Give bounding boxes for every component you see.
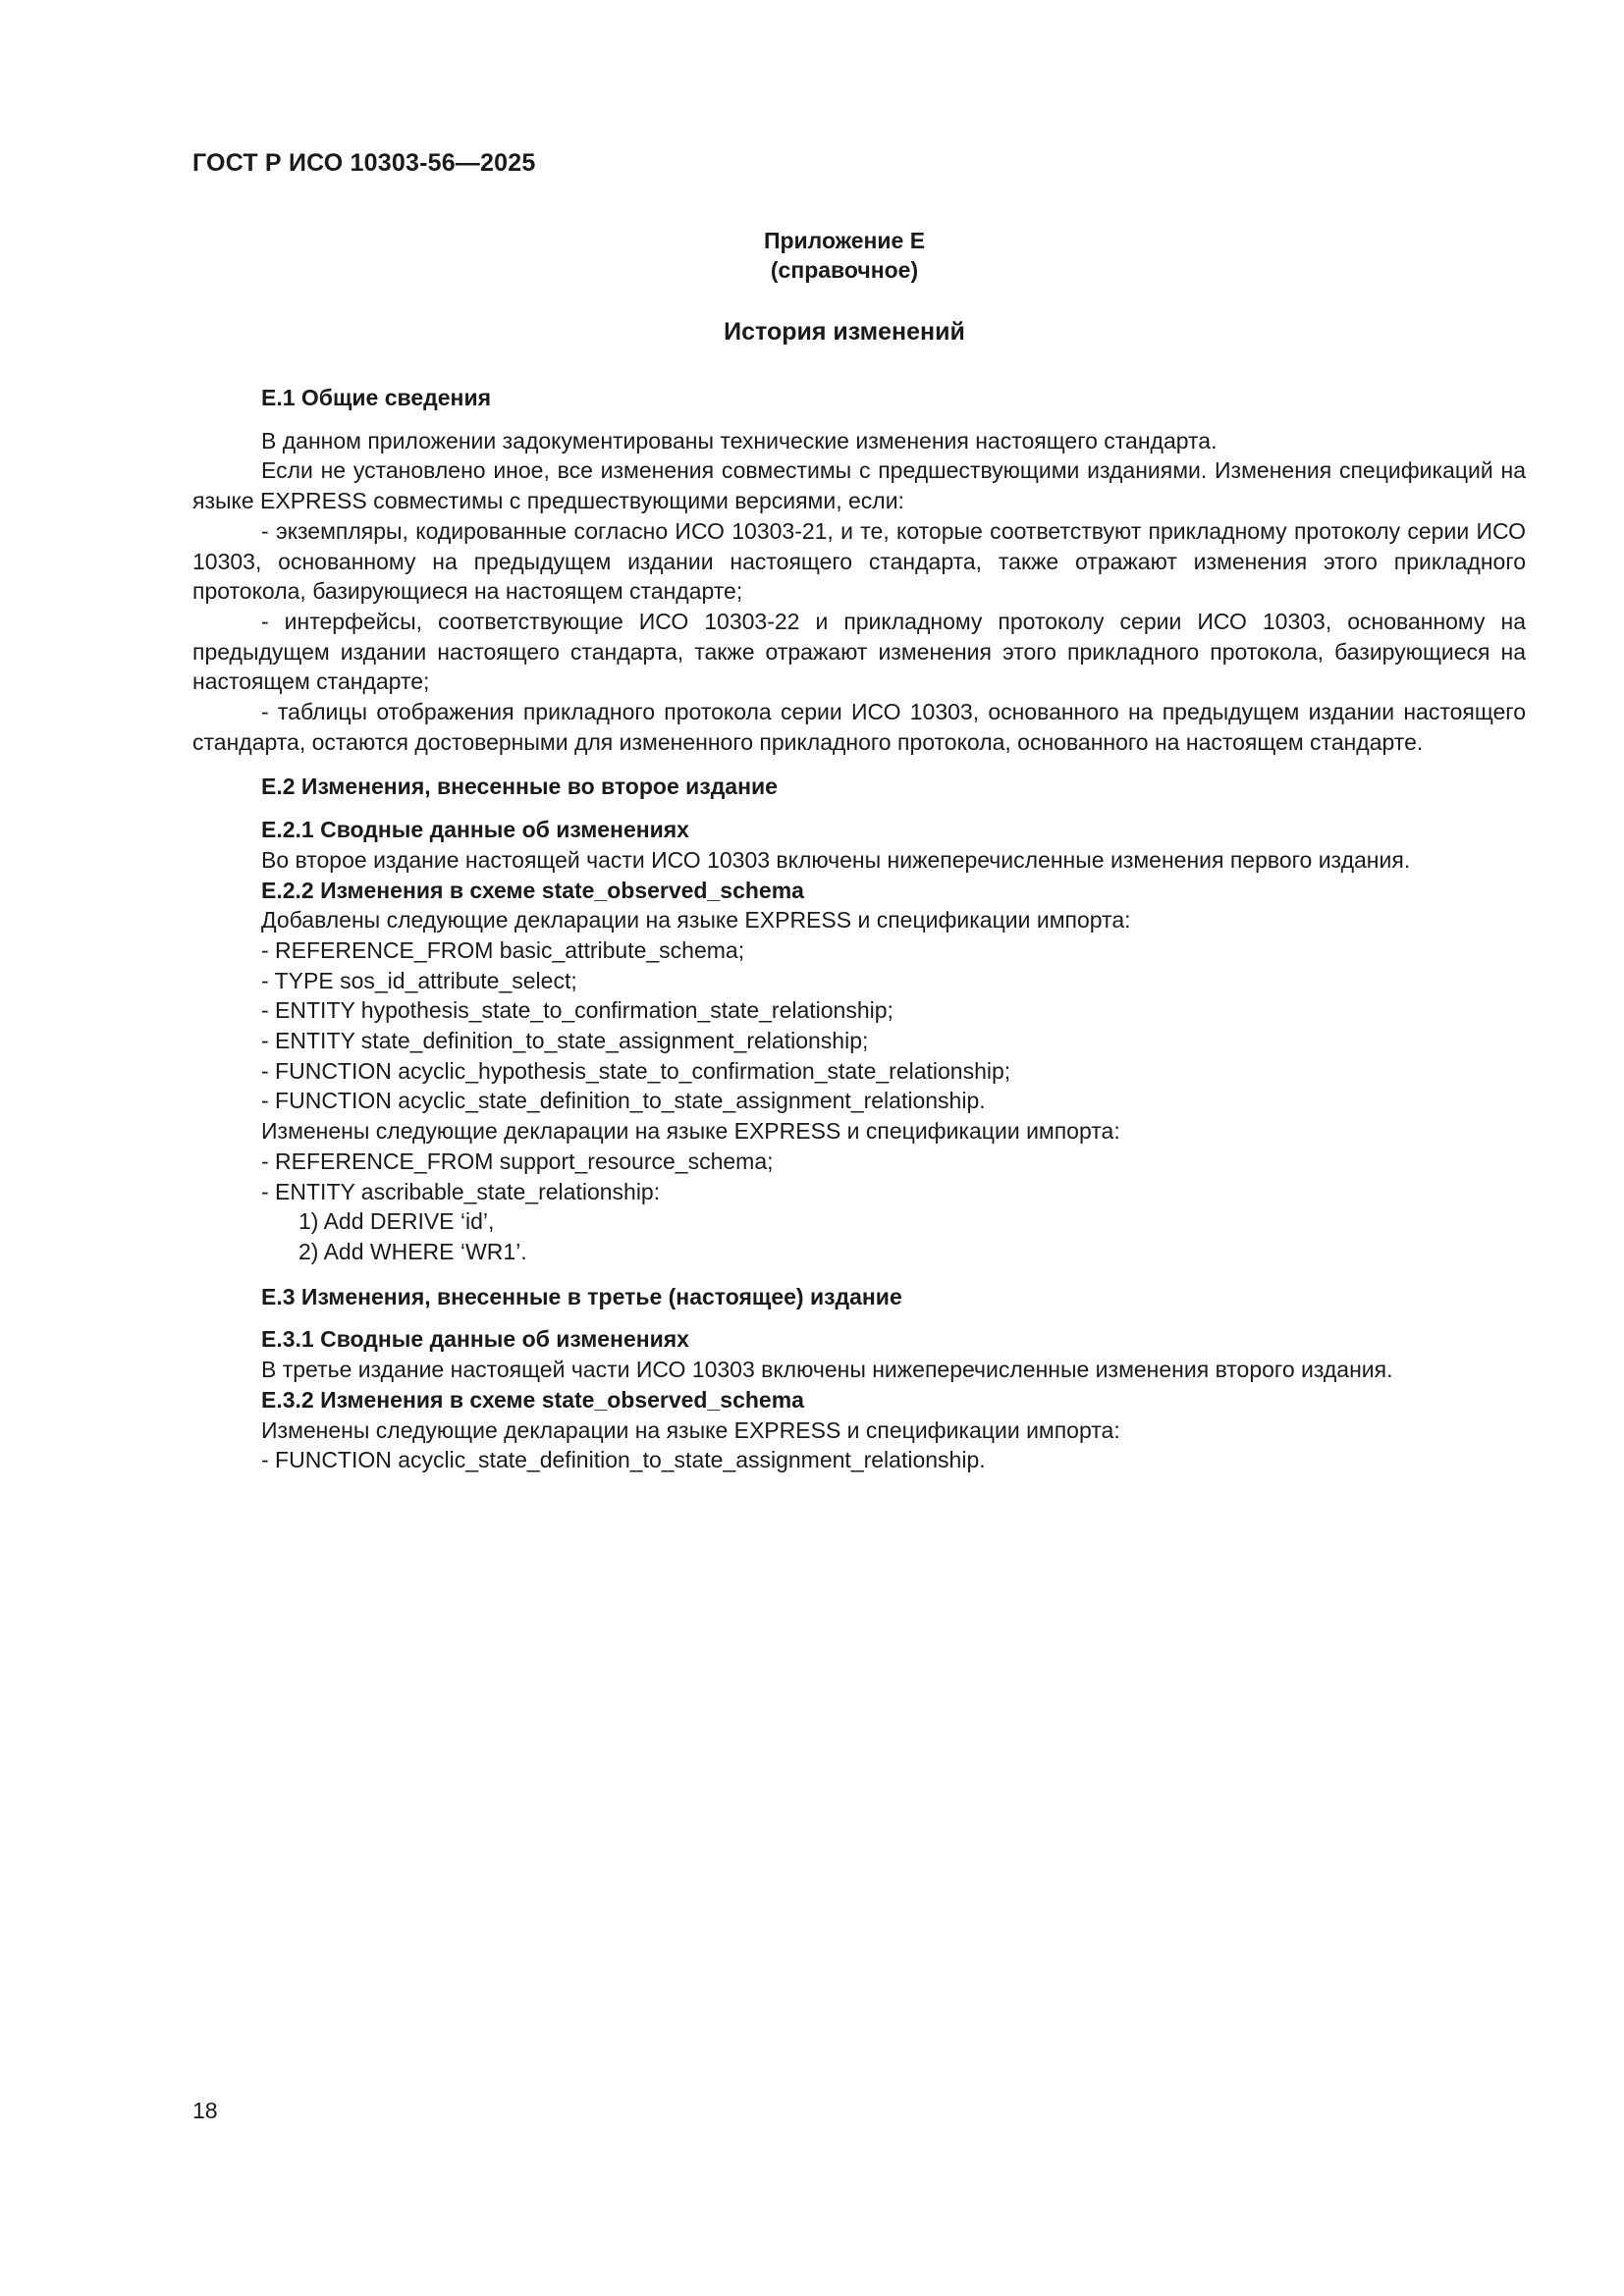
list-item: - ENTITY state_definition_to_state_assignment_relationship;: [261, 1028, 869, 1054]
paragraph: Изменены следующие декларации на языке EXPRESS и спецификации импорта:: [261, 1416, 1120, 1443]
annex-title: Приложение Е: [763, 228, 926, 253]
paragraph: В данном приложении задокументированы технические изменения настоящего стандарта.: [261, 427, 1218, 454]
list-item: - REFERENCE_FROM basic_attribute_schema;: [261, 936, 745, 963]
paragraph: Добавлены следующие декларации на языке EXPRESS и спецификации импорта:: [261, 907, 1131, 934]
list-item: - ENTITY hypothesis_state_to_confirmation_state_relationship;: [261, 997, 893, 1024]
annex-type: (справочное): [770, 257, 919, 283]
paragraph: В третье издание настоящей части ИСО 10303 включены нижеперечисленные изменения второго издания.: [261, 1357, 1393, 1383]
section-heading-e1: Е.1 Общие сведения: [261, 385, 491, 410]
list-item: - TYPE sos_id_attribute_select;: [261, 967, 577, 993]
list-item: - таблицы отображения прикладного протокола серии ИСО 10303, основанного на предыдущем издании настоящего стандарта, остаются достоверными для измененного прикладного протокола, основанного на настоящем стандарте.: [192, 699, 1526, 755]
annex-name: История изменений: [724, 318, 965, 346]
paragraph: Изменены следующие декларации на языке EXPRESS и спецификации импорта:: [261, 1118, 1120, 1145]
list-item: - FUNCTION acyclic_state_definition_to_state_assignment_relationship.: [261, 1088, 986, 1114]
document-id-header: ГОСТ Р ИСО 10303-56—2025: [192, 149, 536, 177]
subsection-heading-e2-1: Е.2.1 Сводные данные об изменениях: [261, 817, 689, 843]
paragraph: Если не установлено иное, все изменения совместимы с предшествующими изданиями. Изменения спецификаций на языке EXPRESS совместимы с предшествующими версиями, если:: [192, 457, 1526, 514]
page-number: 18: [192, 2098, 218, 2123]
paragraph: Во второе издание настоящей части ИСО 10303 включены нижеперечисленные изменения первого издания.: [261, 846, 1411, 873]
list-item: - REFERENCE_FROM support_resource_schema;: [261, 1148, 774, 1174]
list-item: - экземпляры, кодированные согласно ИСО 10303-21, и те, которые соответствуют прикладному протоколу серии ИСО 10303, основанному на предыдущем издании настоящего стандарта, также отражают изменения этого прикладного протокола, базирующиеся на настоящем стандарте;: [192, 517, 1526, 605]
list-item: - ENTITY ascribable_state_relationship:: [261, 1178, 661, 1204]
list-item: - FUNCTION acyclic_state_definition_to_state_assignment_relationship.: [261, 1447, 986, 1473]
section-heading-e3: Е.3 Изменения, внесенные в третье (настоящее) издание: [261, 1283, 902, 1309]
subsection-heading-e3-2: Е.3.2 Изменения в схеме state_observed_schema: [261, 1386, 804, 1413]
list-item: - интерфейсы, соответствующие ИСО 10303-22 и прикладному протоколу серии ИСО 10303, основанному на предыдущем издании настоящего стандарта, также отражают изменения этого прикладного протокола, базирующиеся на настоящем стандарте;: [192, 608, 1526, 695]
document-body: [192, 383, 1526, 1475]
list-item: - FUNCTION acyclic_hypothesis_state_to_confirmation_state_relationship;: [261, 1057, 1011, 1084]
subsection-heading-e2-2: Е.2.2 Изменения в схеме state_observed_schema: [261, 877, 804, 903]
subsection-heading-e3-1: Е.3.1 Сводные данные об изменениях: [261, 1326, 689, 1353]
section-heading-e2: Е.2 Изменения, внесенные во второе издание: [261, 774, 778, 800]
numbered-item: 1) Add DERIVE ‘id’,: [298, 1208, 495, 1235]
numbered-item: 2) Add WHERE ‘WR1’.: [298, 1238, 527, 1264]
